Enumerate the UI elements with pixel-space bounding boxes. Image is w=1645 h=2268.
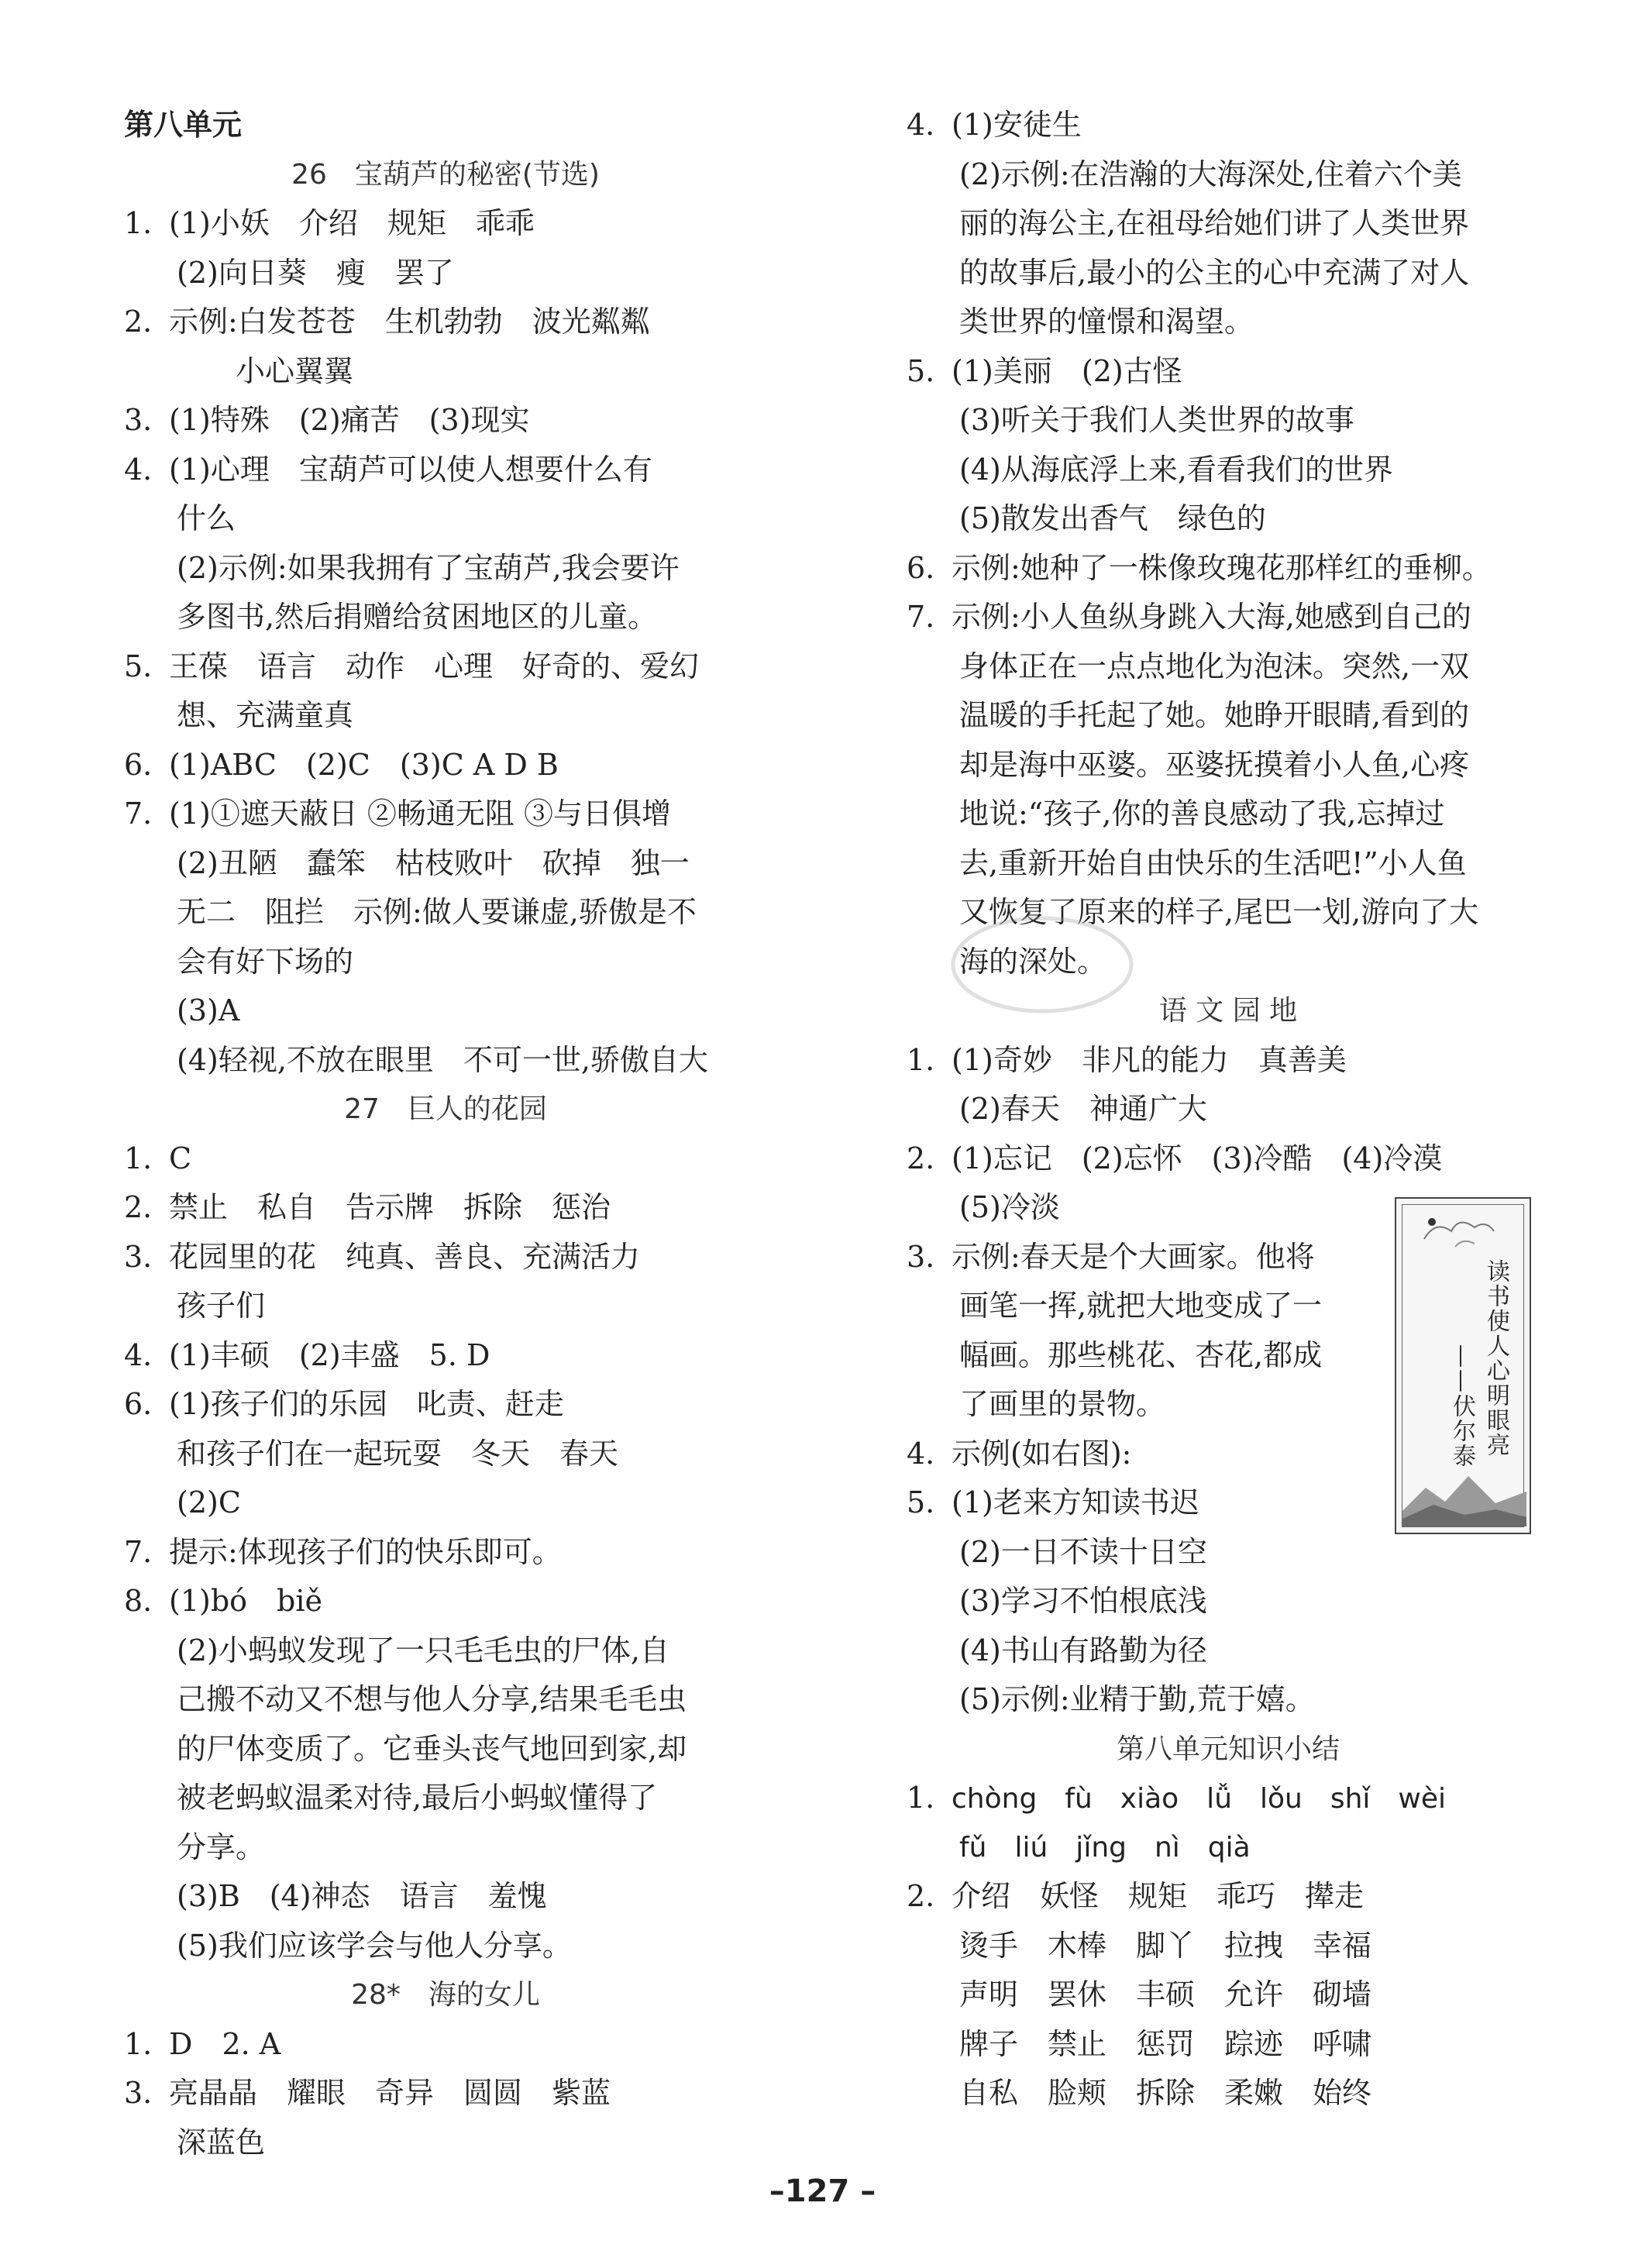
section-heading: 语 文 园 地 (1158, 995, 1298, 1027)
item-number: 2. (907, 1141, 935, 1175)
cloud-ornament-icon (1409, 1208, 1525, 1254)
answer-text: 介绍 妖怪 规矩 乖巧 撵走 (952, 1879, 1365, 1913)
item-number: 5. (907, 1485, 935, 1519)
answer-continuation: (2)C (177, 1485, 241, 1519)
answer-continuation: (4)书山有路勤为径 (959, 1633, 1207, 1667)
answer-continuation: 会有好下场的 (177, 944, 354, 979)
answer-text: 示例:春天是个大画家。他将 (952, 1239, 1315, 1274)
answer-continuation: 被老蚂蚁温柔对待,最后小蚂蚁懂得了 (177, 1781, 658, 1815)
answer-text: 花园里的花 纯真、善良、充满活力 (169, 1239, 641, 1274)
section-heading: 26 宝葫芦的秘密(节选) (291, 158, 600, 191)
answer-text: 示例:小人鱼纵身跳入大海,她感到自己的 (952, 600, 1471, 634)
item-number: 3. (907, 1239, 935, 1274)
answer-continuation: (5)散发出香气 绿色的 (959, 501, 1266, 535)
answer-item (124, 1577, 767, 1626)
answer-item (124, 1331, 767, 1381)
answer-item (124, 199, 767, 249)
answer-continuation: 又恢复了原来的样子,尾巴一划,游向了大 (959, 895, 1479, 929)
answer-text: (1)小妖 介绍 规矩 乖乖 (169, 206, 535, 240)
answer-text: 提示:体现孩子们的快乐即可。 (169, 1534, 562, 1569)
answer-continuation: (2)丑陋 蠢笨 枯枝败叶 砍掉 独一 (177, 845, 690, 880)
answer-text: 亮晶晶 耀眼 奇异 圆圆 紫蓝 (169, 2076, 611, 2110)
item-number: 4. (907, 1436, 935, 1471)
section-heading: 27 巨人的花园 (344, 1093, 547, 1125)
answer-continuation: 的尸体变质了。它垂头丧气地回到家,却 (177, 1731, 687, 1766)
item-number: 4. (124, 1337, 153, 1372)
answer-item (907, 1134, 1550, 1184)
answer-continuation: (2)向日葵 瘦 罢了 (177, 255, 454, 290)
answer-text: C (169, 1141, 192, 1175)
item-number: 5. (124, 649, 153, 683)
answer-continuation: (3)听关于我们人类世界的故事 (959, 403, 1354, 437)
answer-continuation: (4)轻视,不放在眼里 不可一世,骄傲自大 (177, 1042, 708, 1077)
answer-item (907, 544, 1550, 594)
section-heading: 第八单元知识小结 (1116, 1733, 1340, 1765)
item-number: 4. (124, 452, 153, 487)
answer-continuation: 小心翼翼 (177, 353, 354, 388)
item-number: 1. (124, 1141, 153, 1175)
answer-text: (1)丰硕 (2)丰盛 5. D (169, 1337, 490, 1372)
bookmark-frame (1402, 1204, 1524, 1527)
answer-continuation: 深蓝色 (177, 2125, 266, 2160)
item-number: 3. (124, 1239, 153, 1274)
item-number: 2. (907, 1879, 935, 1913)
answer-text: 禁止 私自 告示牌 拆除 惩治 (169, 1190, 611, 1224)
answer-item (124, 1380, 767, 1430)
answer-continuation: 却是海中巫婆。巫婆抚摸着小人鱼,心疼 (959, 747, 1470, 782)
item-number: 7. (124, 1534, 153, 1569)
answer-text: (1)奇妙 非凡的能力 真善美 (952, 1042, 1347, 1077)
answer-text: (1)美丽 (2)古怪 (952, 353, 1182, 388)
answer-continuation: 烫手 木棒 脚丫 拉拽 幸福 (959, 1928, 1372, 1963)
item-number: 3. (124, 403, 153, 437)
answer-continuation: 类世界的憧憬和渴望。 (959, 305, 1254, 339)
answer-item (907, 1774, 1550, 1823)
answer-item (124, 1233, 767, 1282)
answer-item (907, 1036, 1550, 1086)
answer-item (907, 1872, 1550, 1922)
answer-text: 王葆 语言 动作 心理 好奇的、爱幻 (169, 649, 700, 683)
answer-item (124, 2020, 767, 2070)
answer-text: (1)ABC (2)C (3)C A D B (169, 747, 559, 782)
answer-item (907, 593, 1550, 642)
page-number: –127 – (769, 2173, 876, 2209)
answer-continuation: (5)我们应该学会与他人分享。 (177, 1928, 572, 1963)
item-number: 6. (124, 747, 153, 782)
answer-item (124, 1528, 767, 1578)
answer-continuation: (4)从海底浮上来,看看我们的世界 (959, 452, 1393, 487)
answer-continuation: 去,重新开始自由快乐的生活吧!”小人鱼 (959, 845, 1467, 880)
answer-continuation: 温暖的手托起了她。她睁开眼睛,看到的 (959, 698, 1470, 732)
answer-continuation: 多图书,然后捐赠给贫困地区的儿童。 (177, 600, 658, 634)
item-number: 1. (124, 206, 153, 240)
answer-continuation: (3)A (177, 993, 240, 1027)
item-number: 4. (907, 108, 935, 142)
answer-item (124, 642, 767, 692)
item-number: 1. (907, 1042, 935, 1077)
answer-continuation: fǔ liú jǐng nì qià (959, 1831, 1251, 1864)
bookmark-author: ——伏尔泰 (1448, 1344, 1475, 1468)
answer-item (124, 446, 767, 495)
answer-item (124, 1134, 767, 1184)
answer-text: 示例(如右图): (952, 1436, 1132, 1471)
answer-text: (1)安徒生 (952, 108, 1082, 142)
answer-continuation: 身体正在一点点地化为泡沫。突然,一双 (959, 649, 1470, 683)
unit-heading: 第八单元 (124, 108, 243, 142)
item-number: 8. (124, 1584, 153, 1618)
answer-continuation: (5)冷淡 (959, 1190, 1060, 1224)
answer-text: (1)孩子们的乐园 叱责、赶走 (169, 1387, 564, 1421)
item-number: 3. (124, 2076, 153, 2110)
answer-continuation: 声明 罢休 丰硕 允许 砌墙 (959, 1977, 1372, 2012)
answer-continuation: (2)示例:如果我拥有了宝葫芦,我会要许 (177, 550, 680, 585)
answer-continuation: 自私 脸颊 拆除 柔嫩 始终 (959, 2076, 1372, 2110)
answer-continuation: 牌子 禁止 惩罚 踪迹 呼啸 (959, 2026, 1372, 2061)
answer-continuation: 幅画。那些桃花、杏花,都成 (959, 1337, 1323, 1372)
answer-continuation: 的故事后,最小的公主的心中充满了对人 (959, 255, 1470, 290)
answer-continuation: 海的深处。 (959, 944, 1107, 979)
answer-continuation: 想、充满童真 (177, 698, 354, 732)
answer-text: chòng fù xiào lǚ lǒu shǐ wèi (952, 1783, 1447, 1815)
answer-continuation: 丽的海公主,在祖母给她们讲了人类世界 (959, 206, 1470, 240)
mountain-landscape-icon (1402, 1457, 1526, 1526)
answer-item (124, 2069, 767, 2118)
answer-continuation: 和孩子们在一起玩耍 冬天 春天 (177, 1436, 619, 1471)
item-number: 5. (907, 353, 935, 388)
answer-text: 示例:白发苍苍 生机勃勃 波光粼粼 (169, 305, 650, 339)
item-number: 6. (124, 1387, 153, 1421)
right-column (907, 101, 1550, 2118)
item-number: 7. (124, 797, 153, 831)
answer-continuation: (2)一日不读十日空 (959, 1534, 1207, 1569)
answer-continuation: 无二 阻拦 示例:做人要谦虚,骄傲是不 (177, 895, 697, 929)
item-number: 1. (907, 1781, 935, 1815)
answer-text: (1)bó biě (169, 1584, 322, 1618)
answer-continuation: 己搬不动又不想与他人分享,结果毛毛虫 (177, 1682, 687, 1716)
item-number: 6. (907, 550, 935, 585)
item-number: 7. (907, 600, 935, 634)
answer-continuation: (3)B (4)神态 语言 羞愧 (177, 1879, 547, 1913)
answer-continuation: (2)示例:在浩瀚的大海深处,住着六个美 (959, 157, 1462, 191)
answer-continuation: (3)学习不怕根底浅 (959, 1584, 1207, 1618)
answer-item (907, 101, 1550, 150)
answer-item (124, 1183, 767, 1233)
answer-item (124, 298, 767, 347)
answer-item (124, 741, 767, 790)
answer-continuation: 画笔一挥,就把大地变成了一 (959, 1289, 1323, 1323)
bookmark-illustration (1395, 1197, 1531, 1534)
answer-continuation: (2)小蚂蚁发现了一只毛毛虫的尸体,自 (177, 1633, 669, 1667)
answer-item (124, 396, 767, 446)
answer-text: (1)①遮天蔽日 ②畅通无阻 ③与日俱增 (169, 797, 671, 831)
item-number: 1. (124, 2026, 153, 2061)
answer-continuation: (5)示例:业精于勤,荒于嬉。 (959, 1682, 1315, 1716)
answer-continuation: (2)春天 神通广大 (959, 1092, 1207, 1126)
answer-continuation: 了画里的景物。 (959, 1387, 1166, 1421)
bookmark-quote: 读书使人心明眼亮 (1482, 1259, 1509, 1458)
answer-text: (1)心理 宝葫芦可以使人想要什么有 (169, 452, 652, 487)
item-number: 2. (124, 305, 153, 339)
watermark-stamp-icon (941, 907, 1143, 1023)
answer-text: (1)特殊 (2)痛苦 (3)现实 (169, 403, 530, 437)
answer-text: (1)老来方知读书迟 (952, 1485, 1199, 1519)
answer-continuation: 分享。 (177, 1829, 266, 1864)
answer-continuation: 什么 (177, 501, 236, 535)
answer-item (124, 790, 767, 839)
left-column (124, 101, 767, 2167)
answer-text: (1)忘记 (2)忘怀 (3)冷酷 (4)冷漠 (952, 1141, 1443, 1175)
answer-text: 示例:她种了一株像玫瑰花那样红的垂柳。 (952, 550, 1492, 585)
answer-item (907, 347, 1550, 397)
answer-continuation: 地说:“孩子,你的善良感动了我,忘掉过 (959, 797, 1445, 831)
answer-text: D 2. A (169, 2026, 281, 2061)
answer-continuation: 孩子们 (177, 1289, 266, 1323)
item-number: 2. (124, 1190, 153, 1224)
section-heading: 28* 海的女儿 (351, 1979, 540, 2011)
